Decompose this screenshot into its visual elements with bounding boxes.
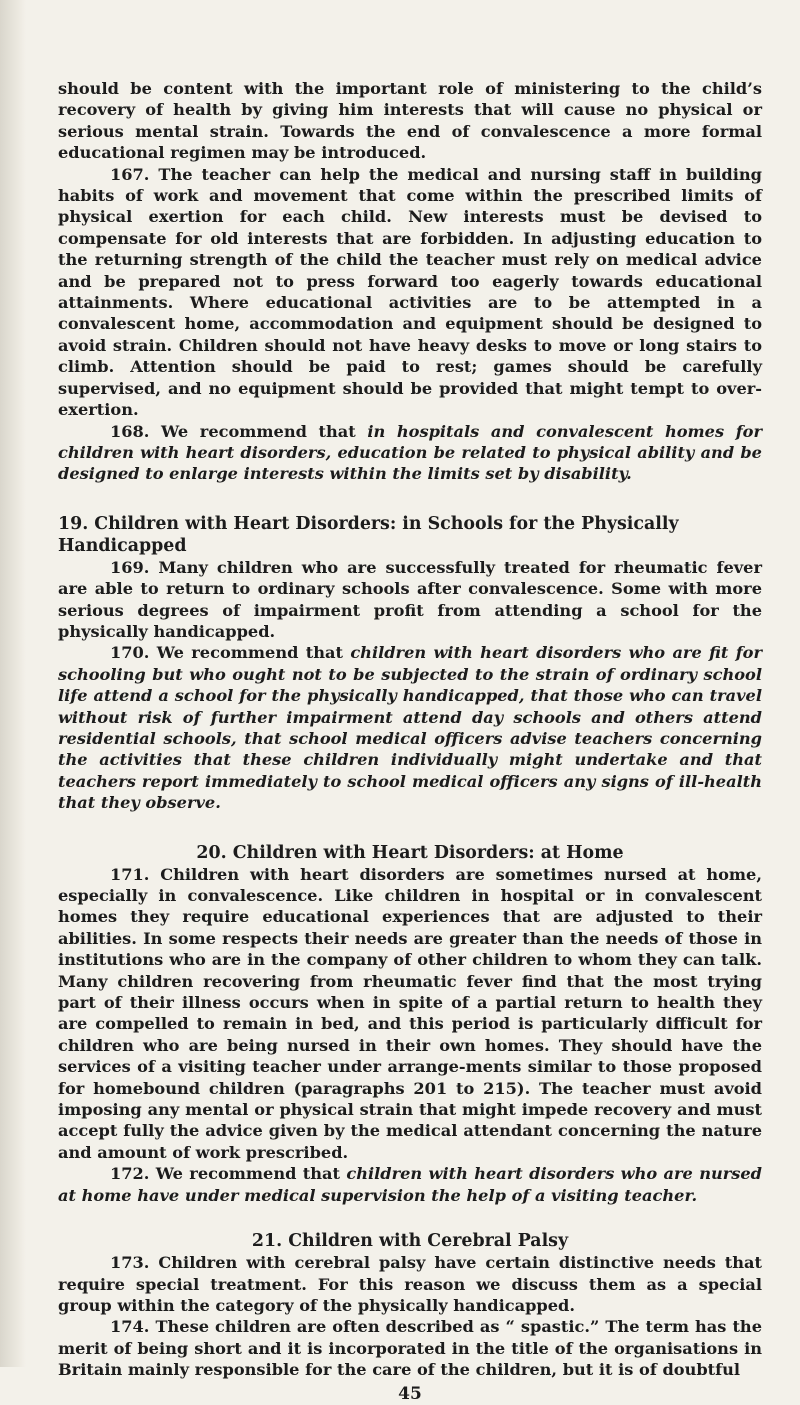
paragraph-172 [58,1163,762,1206]
paragraph-173: 173. Children with cerebral palsy have certain distinctive needs that require special treatment. For this reason we discuss them as a special group within the category of the physically handicapped. [58,1253,762,1315]
paragraph-170-recommendation: children with heart disorders who are fit for schooling but who ought not to be subjected to the strain of ordinary school life attend a school for the physically handicapped, that those who can travel without risk of further impairment attend day schools and others attend residential schools, that school medical officers advise teachers concerning the activities that these children individually might undertake and that teachers report immediately to school medical officers any signs of ill-health that they observe. [58,643,762,813]
paragraph-171: 171. Children with heart disorders are sometimes nursed at home, especially in convalescence. Like children in hospital or in convalescent homes they require educational experiences that are adjusted to their abilities. In some respects their needs are greater than the needs of those in institutions who are in the company of other children to whom they can talk. Many children recovering from rheumatic fever find that the most trying part of their illness occurs when in spite of a partial return to health they are compelled to remain in bed, and this period is particularly difficult for children who are being nursed in their own homes. They should have the services of a visiting teacher under arrange-ments similar to those proposed for homebound children (paragraphs 201 to 215). The teacher must avoid imposing any mental or physical strain that might impede recovery and must accept fully the advice given by the medical attendant concerning the nature and amount of work prescribed. [58,864,762,1162]
section-heading-21: 21. Children with Cerebral Palsy [251,1231,569,1252]
page-spine-shadow [0,0,26,1367]
paragraph-170 [58,642,762,813]
section-heading-20: 20. Children with Heart Disorders: at Home [196,842,624,863]
section-heading-19: 19. Children with Heart Disorders: in Schools for the Physically Handicapped [58,513,679,556]
paragraph-168-recommendation: in hospitals and convalescent homes for children with heart disorders, education be related to physical ability and be designed to enlarge interests within the limits set by disability. [58,421,762,484]
paragraph-172-lead: 172. We recommend that [110,1164,347,1184]
paragraph-172-recommendation: children with heart disorders who are nursed at home have under medical supervision the help of a visiting teacher. [58,1164,762,1205]
paragraph-170-lead: 170. We recommend that [110,643,351,663]
paragraph-continued: should be content with the important role of ministering to the child’s recovery of health by giving him interests that will cause no physical or serious mental strain. Towards the end of convalescence a more formal educational regimen may be introduced. [58,79,762,163]
paragraph-174: 174. These children are often described as “ spastic.” The term has the merit of being short and it is incorporated in the title of the organisations in Britain mainly responsible for the care of the children, but it is of doubtful [58,1317,762,1380]
page-number: 45 [398,1383,422,1404]
paragraph-168-lead: 168. We recommend that [110,421,368,441]
paragraph-167: 167. The teacher can help the medical and nursing staff in building habits of work and movement that come within the prescribed limits of physical exertion for each child. New interests must be devised to compensate for old interests that are forbidden. In adjusting education to the returning strength of the child the teacher must rely on medical advice and be prepared not to press forward too eagerly towards educational attainments. Where educational activities are to be attempted in a convalescent home, accommodation and equipment should be designed to avoid strain. Children should not have heavy desks to move or long stairs to climb. Attention should be paid to rest; games should be carefully supervised, and no equipment should be provided that might tempt to over-exertion. [58,164,762,420]
paragraph-168 [58,421,762,485]
paragraph-169: 169. Many children who are successfully treated for rheumatic fever are able to return to ordinary schools after convalescence. Some with more serious degrees of impairment profit from attending a school for the physically handicapped. [58,557,762,641]
